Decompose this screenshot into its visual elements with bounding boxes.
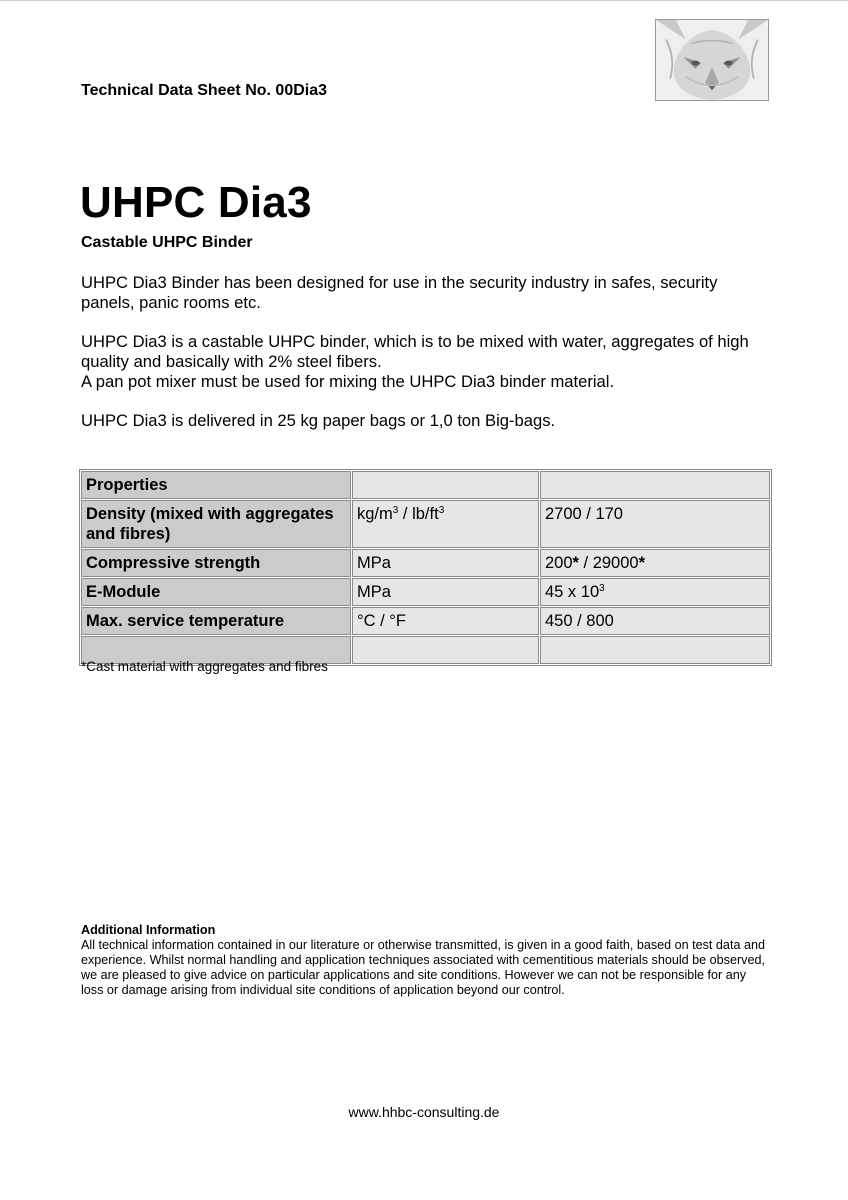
value-cell: [540, 549, 770, 577]
unit-cell: °C / °F: [352, 607, 539, 635]
delivery-paragraph: UHPC Dia3 is delivered in 25 kg paper bags or 1,0 ton Big-bags.: [81, 411, 556, 430]
unit-cell: [352, 500, 539, 548]
properties-table: [79, 469, 772, 666]
property-label: Max. service temperature: [81, 607, 351, 635]
description-paragraph: UHPC Dia3 Binder has been designed for use in the security industry in safes, security panels, panic rooms etc.: [81, 273, 718, 312]
table-cell: [352, 636, 539, 664]
description-paragraph: UHPC Dia3 is a castable UHPC binder, which is to be mixed with water, aggregates of high quality and basically with 2% steel fibers.: [81, 332, 749, 371]
value-text: / 29000: [578, 554, 639, 572]
additional-info-text: All technical information contained in our literature or otherwise transmitted, is given in a good faith, based on test data and experience. Whilst normal handling and application techniques associated with cementitious materials should be observed, we are pleased to give advice on particular applications and site conditions. However we can not be responsible for any loss or damage arising from individual site conditions of application beyond our control.: [81, 938, 765, 997]
table-header-cell: Properties: [81, 471, 351, 499]
value-text: 45 x 10: [545, 583, 600, 601]
footnote-marker: *: [572, 554, 579, 572]
property-label: Compressive strength: [81, 549, 351, 577]
value-superscript: 3: [599, 583, 605, 594]
property-label: E-Module: [81, 578, 351, 606]
table-row: [81, 500, 770, 548]
product-subtitle: Castable UHPC Binder: [81, 234, 253, 251]
unit-superscript: 3: [392, 505, 399, 516]
unit-text: / lb/ft: [398, 505, 439, 523]
unit-text: kg/m: [357, 505, 393, 523]
value-cell: [540, 578, 770, 606]
table-row: [81, 549, 770, 577]
unit-cell: MPa: [352, 578, 539, 606]
wolf-face-icon: [655, 19, 769, 101]
unit-superscript: 3: [438, 505, 445, 516]
table-header-row: [81, 471, 770, 499]
property-label: Density (mixed with aggregates and fibres): [81, 500, 351, 548]
table-footnote: *Cast material with aggregates and fibres: [81, 659, 328, 674]
value-cell: 450 / 800: [540, 607, 770, 635]
table-row: [81, 578, 770, 606]
table-cell: [352, 471, 539, 499]
table-row: [81, 607, 770, 635]
top-rule: [0, 0, 848, 1]
description-paragraph: A pan pot mixer must be used for mixing the UHPC Dia3 binder material.: [81, 372, 615, 391]
website-link[interactable]: www.hhbc-consulting.de: [348, 1104, 500, 1120]
value-cell: 2700 / 170: [540, 500, 770, 548]
footnote-marker: *: [638, 554, 646, 572]
table-cell: [540, 636, 770, 664]
logo-graphic: [656, 20, 768, 100]
value-text: 200: [545, 554, 573, 572]
description-paragraph-block: [81, 332, 771, 392]
unit-cell: MPa: [352, 549, 539, 577]
additional-info-heading: Additional Information: [81, 923, 216, 937]
product-title: UHPC Dia3: [80, 178, 312, 227]
table-cell: [540, 471, 770, 499]
sheet-number: Technical Data Sheet No. 00Dia3: [81, 82, 328, 99]
